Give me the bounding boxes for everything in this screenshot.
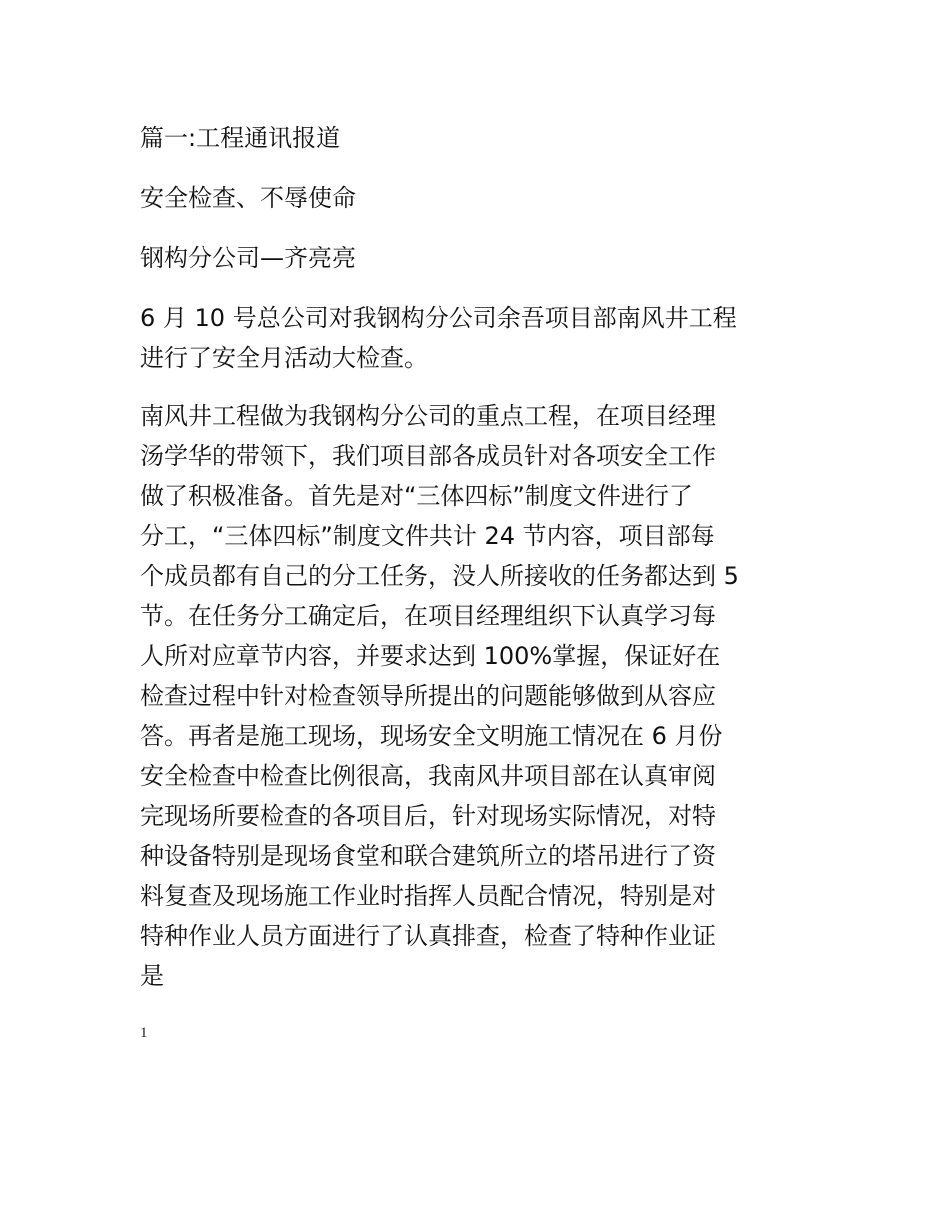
paragraph-line: 种设备特别是现场食堂和联合建筑所立的塔吊进行了资 (140, 842, 716, 870)
paragraph-line: 人所对应章节内容，并要求达到 100%掌握，保证好在 (140, 642, 721, 670)
paragraph-line: 6 月 10 号总公司对我钢构分公司余吾项目部南风井工程 (140, 304, 737, 332)
document-heading: 篇一:工程通讯报道 (140, 124, 341, 152)
paragraph-line: 答。再者是施工现场，现场安全文明施工情况在 6 月份 (140, 722, 723, 750)
document-body (140, 118, 820, 1014)
paragraph-line: 分工，“三体四标”制度文件共计 24 节内容，项目部每 (140, 522, 715, 550)
article-title: 安全检查、不辱使命 (140, 184, 356, 212)
paragraph-1 (140, 298, 820, 378)
paragraph-line: 特种作业人员方面进行了认真排查，检查了特种作业证 (140, 922, 716, 950)
paragraph-line: 是 (140, 962, 164, 990)
paragraph-line: 安全检查中检查比例很高，我南风井项目部在认真审阅 (140, 762, 716, 790)
paragraph-line: 检查过程中针对检查领导所提出的问题能够做到从容应 (140, 682, 716, 710)
page-number: 1 (140, 1025, 148, 1041)
paragraph-line: 节。在任务分工确定后，在项目经理组织下认真学习每 (140, 602, 716, 630)
paragraph-line: 做了积极准备。首先是对“三体四标”制度文件进行了 (140, 482, 693, 510)
paragraph-line: 进行了安全月活动大检查。 (140, 344, 428, 372)
paragraph-line: 个成员都有自己的分工任务，没人所接收的任务都达到 5 (140, 562, 739, 590)
paragraph-line: 完现场所要检查的各项目后，针对现场实际情况，对特 (140, 802, 716, 830)
paragraph-line: 南风井工程做为我钢构分公司的重点工程，在项目经理 (140, 402, 716, 430)
paragraph-2 (140, 396, 820, 996)
paragraph-line: 汤学华的带领下，我们项目部各成员针对各项安全工作 (140, 442, 716, 470)
paragraph-line: 料复查及现场施工作业时指挥人员配合情况，特别是对 (140, 882, 716, 910)
article-byline: 钢构分公司—齐亮亮 (140, 244, 356, 272)
